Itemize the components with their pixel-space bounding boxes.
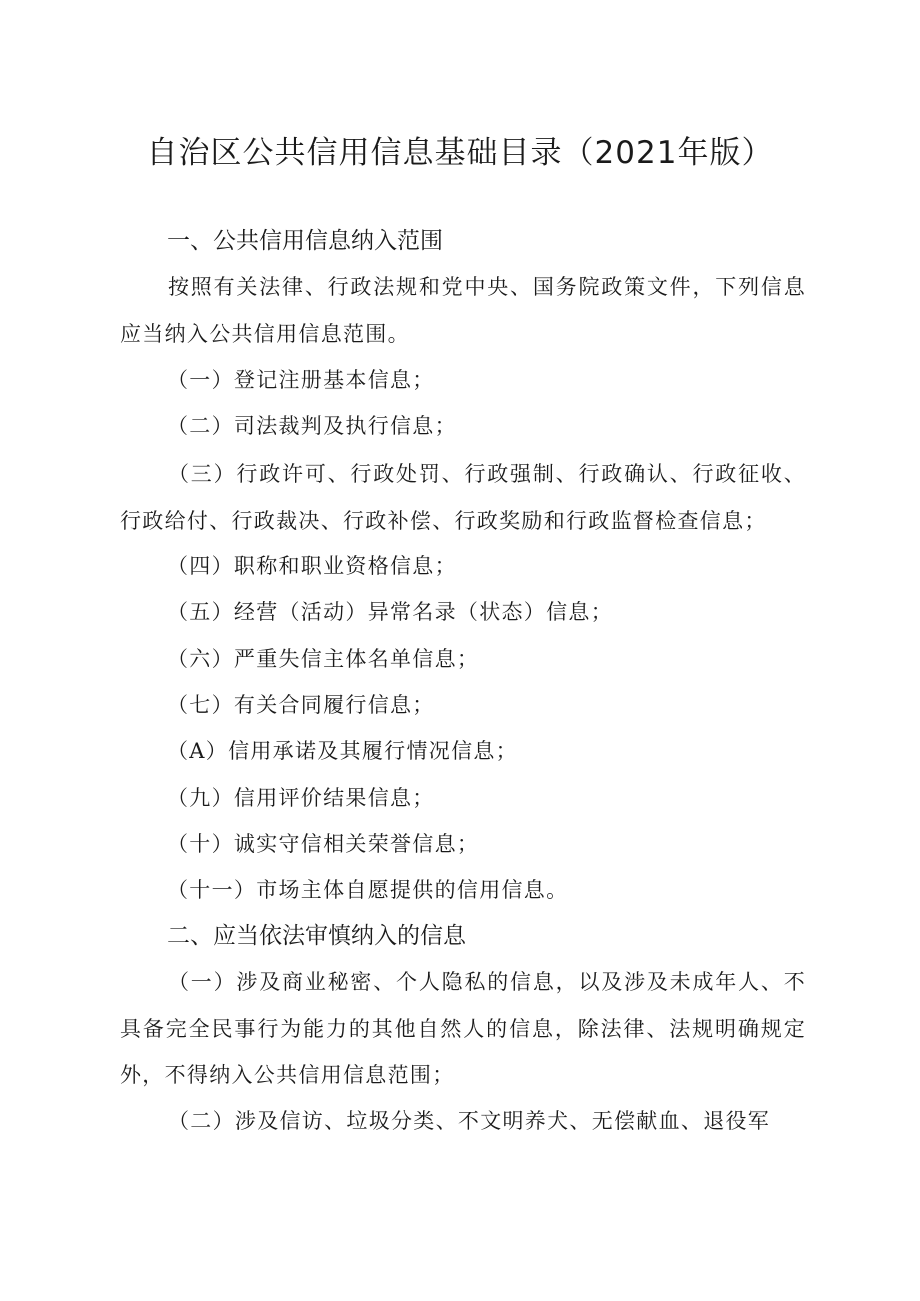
section-2-heading: 二、应当依法审慎纳入的信息 bbox=[167, 923, 466, 949]
section-1-item-7: （七）有关合同履行信息； bbox=[167, 693, 435, 717]
section-1-item-8: （A）信用承诺及其履行情况信息； bbox=[167, 739, 518, 763]
section-1-item-2: （二）司法裁判及执行信息； bbox=[167, 414, 457, 438]
section-2-item-2: （二）涉及信访、垃圾分类、不文明养犬、无偿献血、退役军 bbox=[168, 1109, 771, 1133]
section-1-item-4: （四）职称和职业资格信息； bbox=[167, 554, 457, 578]
document-title: 自治区公共信用信息基础目录（2021年版） bbox=[146, 135, 774, 171]
section-1-item-10: （十）诚实守信相关荣誉信息； bbox=[167, 832, 480, 856]
section-1-item-11: （十一）市场主体自愿提供的信用信息。 bbox=[167, 878, 569, 902]
section-2-item-1: （一）涉及商业秘密、个人隐私的信息，以及涉及未成年人、不具备完全民事行为能力的其他自然人的信息，除法律、法规明确规定外，不得纳入公共信用信息范围； bbox=[120, 970, 806, 1087]
section-1-item-9: （九）信用评价结果信息； bbox=[167, 786, 435, 810]
section-1-intro: 按照有关法律、行政法规和党中央、国务院政策文件，下列信息应当纳入公共信用信息范围。 bbox=[120, 275, 806, 346]
section-1-item-1: （一）登记注册基本信息； bbox=[167, 368, 435, 392]
section-1-item-6: （六）严重失信主体名单信息； bbox=[167, 647, 480, 671]
section-1-heading: 一、公共信用信息纳入范围 bbox=[167, 228, 443, 254]
section-1-item-5: （五）经营（活动）异常名录（状态）信息； bbox=[167, 600, 613, 624]
section-1-item-3: （三）行政许可、行政处罚、行政强制、行政确认、行政征收、行政给付、行政裁决、行政补偿、行政奖励和行政监督检查信息； bbox=[120, 462, 806, 533]
